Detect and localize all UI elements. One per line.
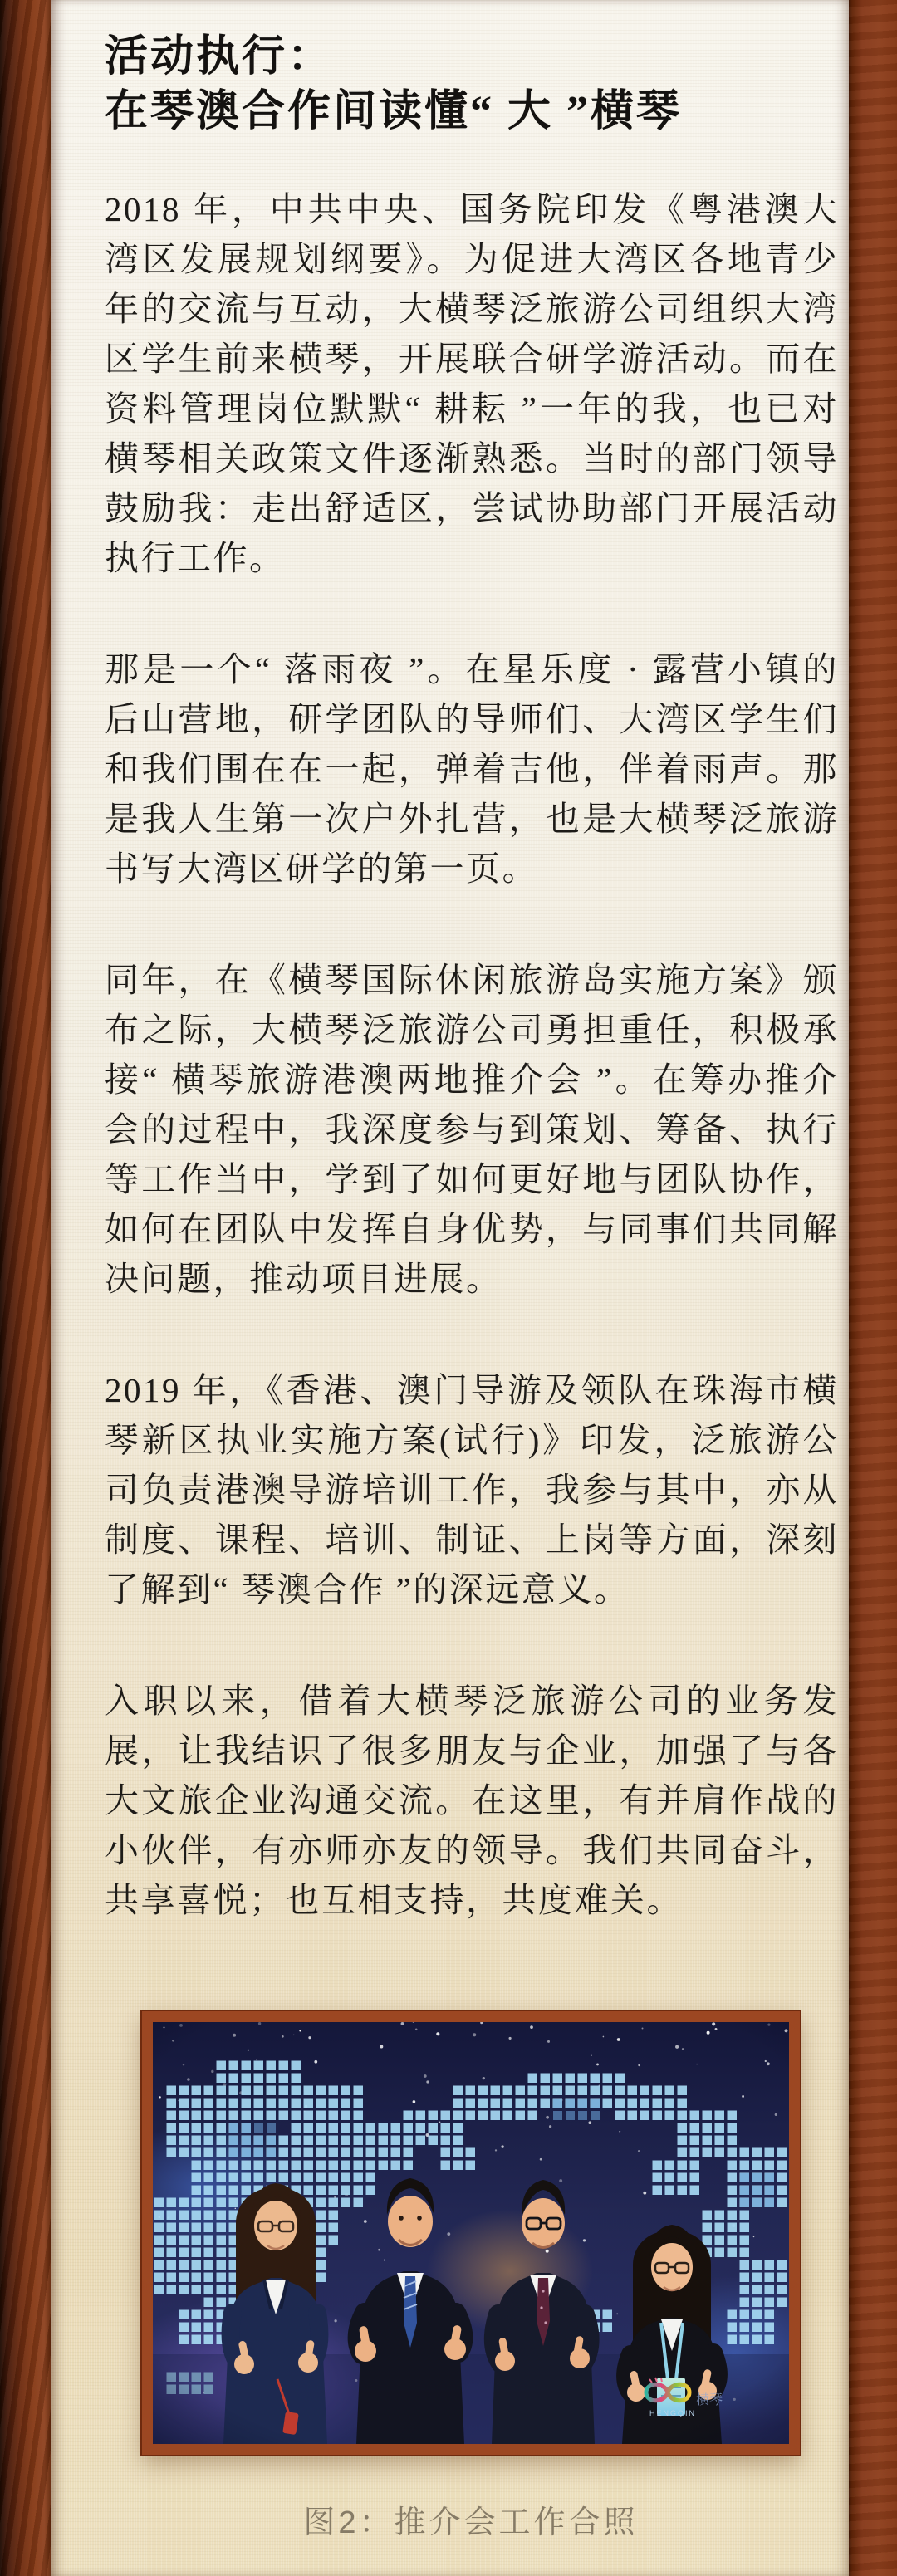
article-paragraph-3: 同年，在《横琴国际休闲旅游岛实施方案》颁布之际，大横琴泛旅游公司勇担重任，积极承接“ 横琴旅游港澳两地推介会 ”。在筹办推介会的过程中，我深度参与到策划、筹备、执行等工作当中，学到了如何更好地与团队协作，如何在团队中发挥自身优势，与同事们共同解决问题，推动项目进展。	[105, 961, 839, 1298]
paper	[51, 0, 849, 2576]
article-paragraph-4: 2019 年，《香港、澳门导游及领队在珠海市横琴新区执业实施方案(试行)》印发，泛旅游公司负责港澳导游培训工作，我参与其中，亦从制度、课程、培训、制证、上岗等方面，深刻了解到“ 琴澳合作 ”的深远意义。	[105, 1371, 839, 1609]
figure-photo-frame	[142, 2011, 800, 2455]
article-paragraph-1: 2018 年，中共中央、国务院印发《粤港澳大湾区发展规划纲要》。为促进大湾区各地青少年的交流与互动，大横琴泛旅游公司组织大湾区学生前来横琴，开展联合研学游活动。而在资料管理岗位默默“ 耕耘 ”一年的我，也已对横琴相关政策文件逐渐熟悉。当时的部门领导鼓励我：走出舒适区，尝试协助部门开展活动执行工作。	[105, 190, 839, 577]
article-title-line1: 活动执行：	[105, 33, 334, 81]
figure-photo	[153, 2022, 789, 2444]
article-title	[105, 30, 837, 140]
article-title-line2: 在琴澳合作间读懂“ 大 ”横琴	[105, 88, 683, 135]
article-paragraph-2: 那是一个“ 落雨夜 ”。在星乐度 · 露营小镇的后山营地，研学团队的导师们、大湾区学生们和我们围在在一起，弹着吉他，伴着雨声。那是我人生第一次户外扎营，也是大横琴泛旅游书写大湾区研学的第一页。	[105, 650, 839, 888]
right-cover-edge	[849, 0, 897, 2576]
left-cover-edge	[0, 0, 51, 2576]
photo-vignette	[153, 2022, 789, 2444]
article-paragraph-5: 入职以来，借着大横琴泛旅游公司的业务发展，让我结识了很多朋友与企业，加强了与各大文旅企业沟通交流。在这里，有并肩作战的小伙伴，有亦师亦友的领导。我们共同奋斗，共享喜悦；也互相支持，共度难关。	[105, 1682, 839, 1919]
photo-caption: 图2：推介会工作合照	[303, 2505, 639, 2540]
